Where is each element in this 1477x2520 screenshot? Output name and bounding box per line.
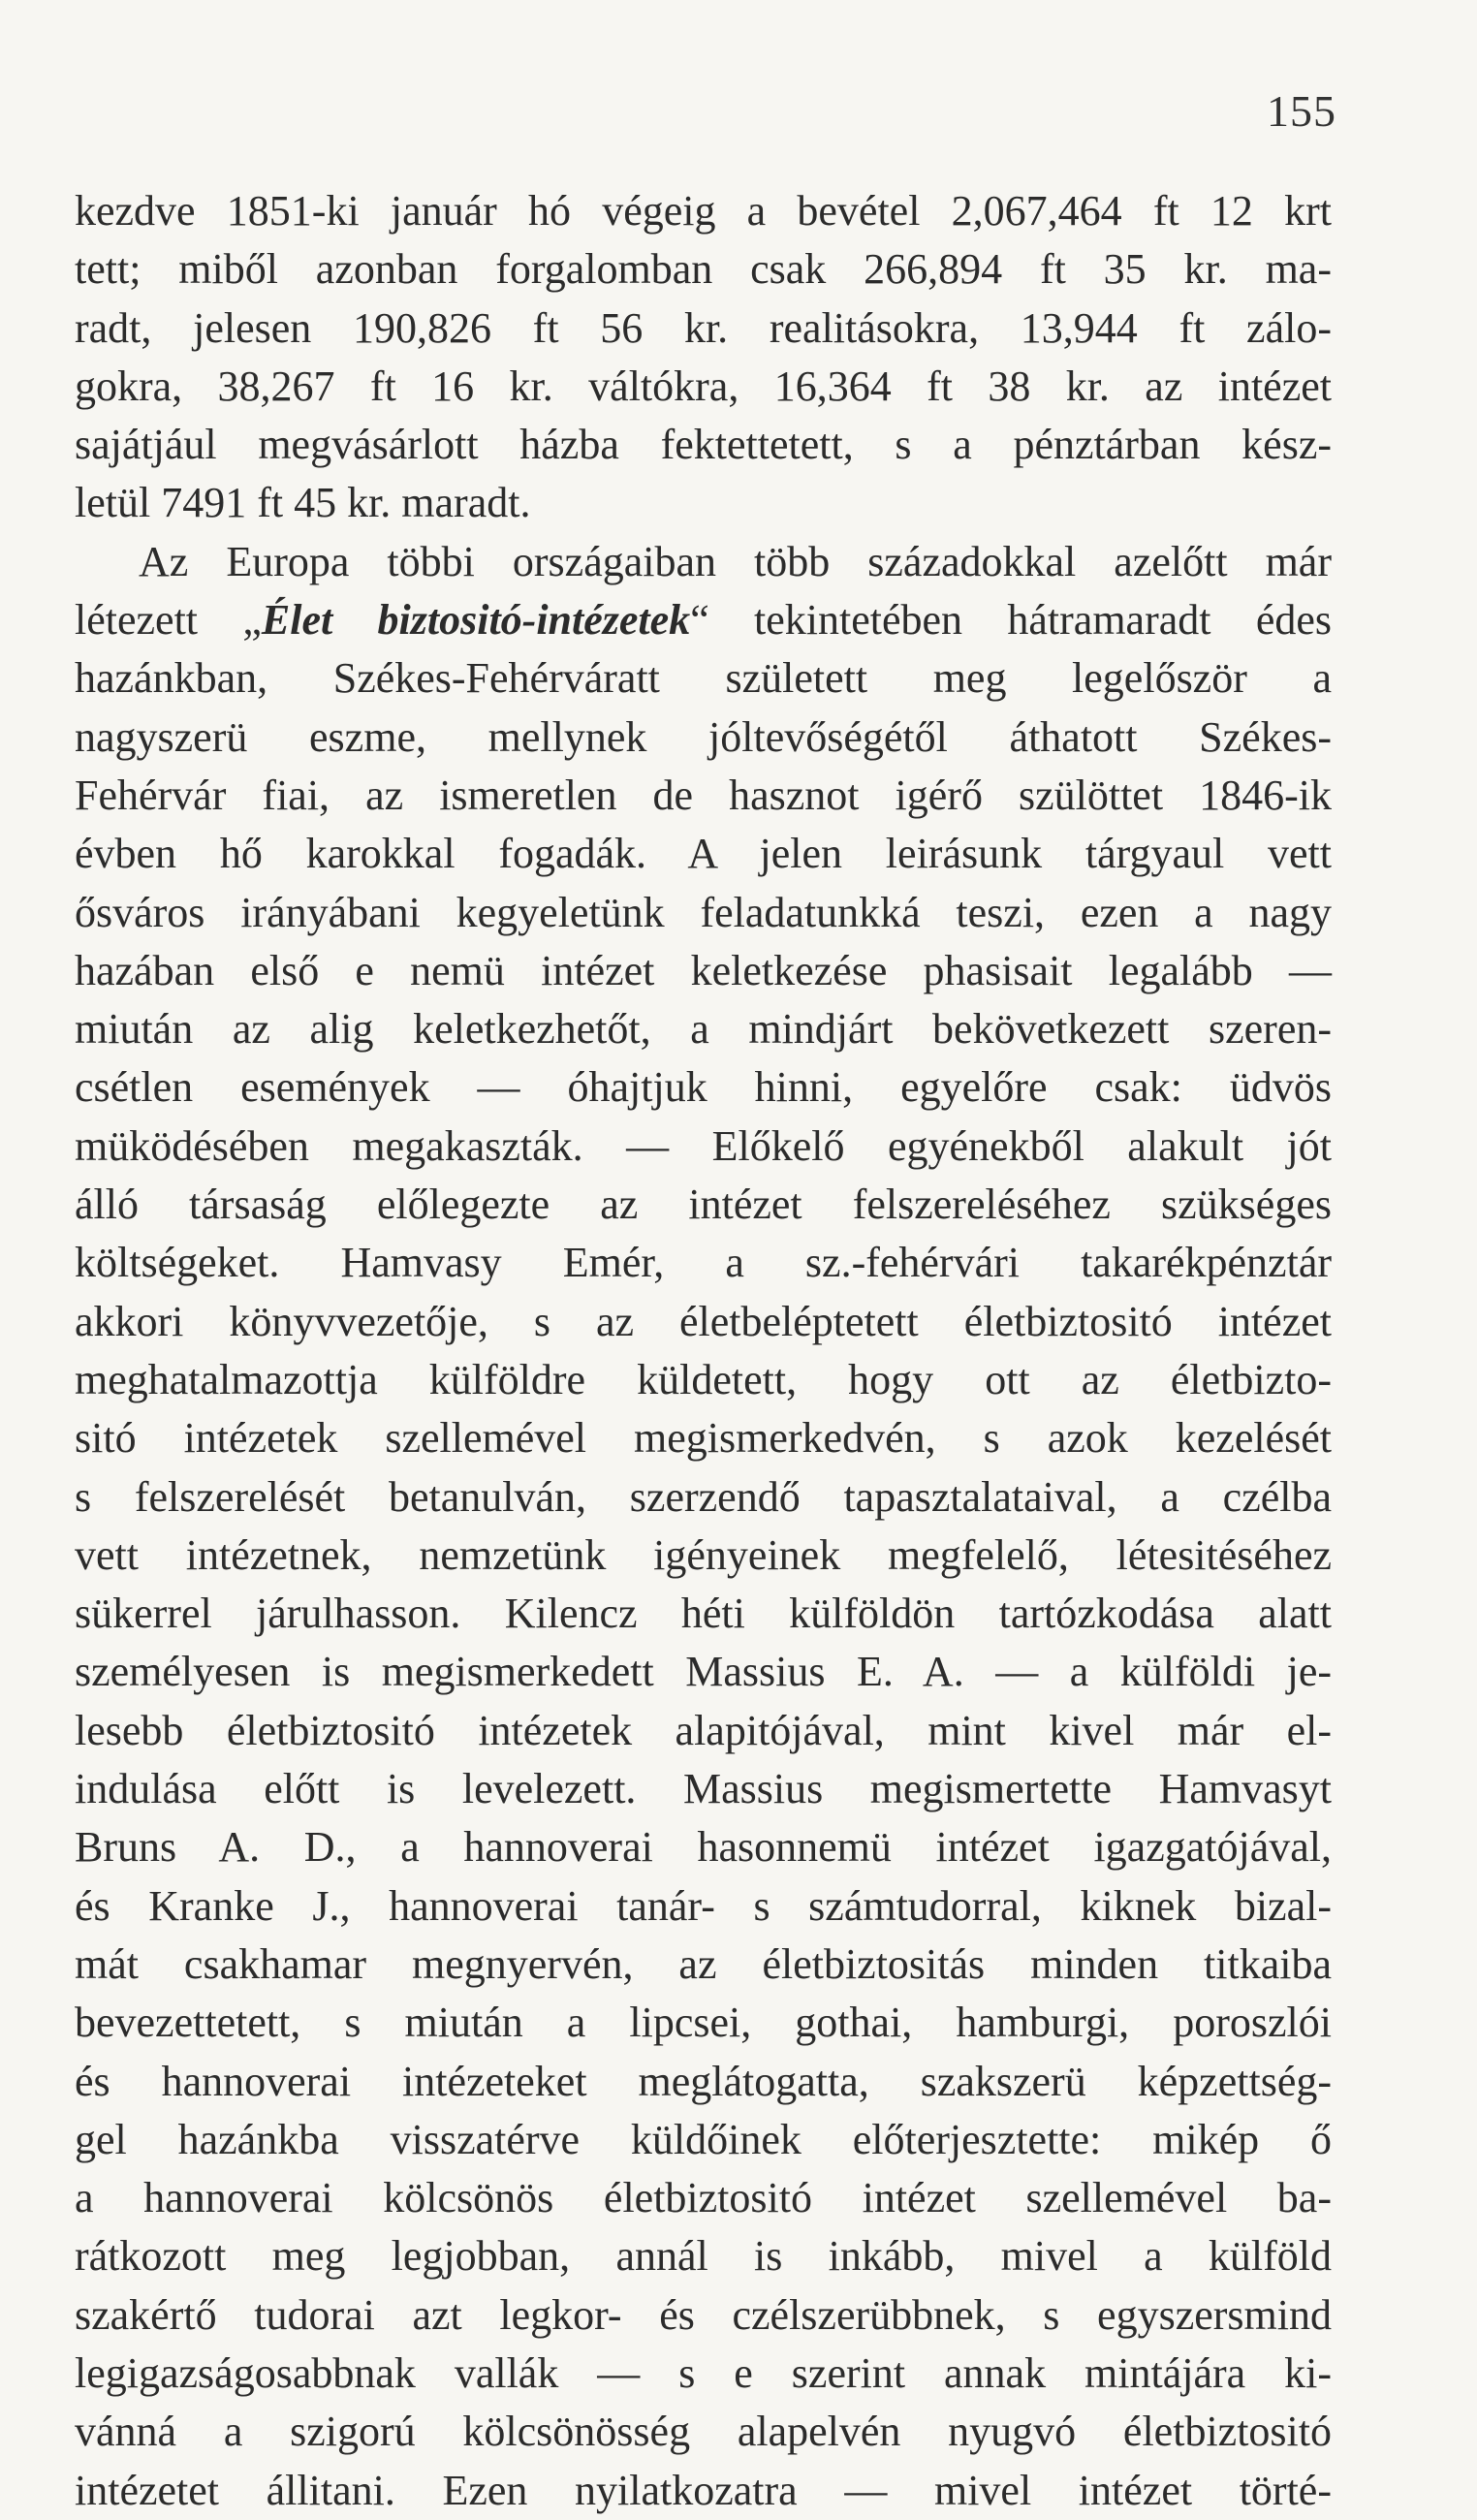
text-line: kezdve 1851-ki január hó végeig a bevétel 2,067,464 ft 12 krt	[75, 187, 1332, 235]
text-line: hazában első e nemü intézet keletkezése phasisait legalább —	[75, 946, 1332, 994]
text-line: álló társaság előlegezte az intézet felszereléséhez szükséges	[75, 1181, 1332, 1229]
text-line: müködésében megakaszták. — Előkelő egyénekből alakult jót	[75, 1121, 1332, 1170]
text-line: mát csakhamar megnyervén, az életbiztositás minden titkaiba	[75, 1939, 1332, 1988]
text-line: évben hő karokkal fogadák. A jelen leirásunk tárgyaul vett	[75, 830, 1332, 878]
text-line: sitó intézetek szellemével megismerkedvén, s azok kezelését	[75, 1414, 1332, 1463]
text-line: nagyszerü eszme, mellynek jóltevőségétől áthatott Székes-	[75, 712, 1332, 761]
text-line: sajátjául megvásárlott házba fektettetett, s a pénztárban kész-	[75, 421, 1332, 469]
text-line: vett intézetnek, nemzetünk igényeinek megfelelő, létesitéséhez	[75, 1530, 1332, 1579]
text-line: intézetet állitani. Ezen nyilatkozatra — mivel intézet törté-	[75, 2466, 1332, 2514]
text-span: létezett „	[75, 596, 262, 645]
text-line: költségeket. Hamvasy Emér, a sz.-fehérvári takarékpénztár	[75, 1239, 1332, 1287]
text-line: Fehérvár fiai, az ismeretlen de hasznot igérő szülöttet 1846-ik	[75, 771, 1332, 819]
text-line: vánná a szigorú kölcsönösség alapelvén nyugvó életbiztositó	[75, 2408, 1332, 2456]
text-line: s felszerelését betanulván, szerzendő tapasztalataival, a czélba	[75, 1472, 1332, 1521]
text-line: lesebb életbiztositó intézetek alapitójával, mint kivel már el-	[75, 1706, 1332, 1754]
text-line: letül 7491 ft 45 kr. maradt.	[75, 479, 531, 527]
text-line: Az Europa többi országaiban több századokkal azelőtt már	[139, 537, 1332, 585]
text-line: személyesen is megismerkedett Massius E. A. — a külföldi je-	[75, 1648, 1332, 1696]
text-span: “ tekintetében hátramaradt édes	[690, 596, 1332, 645]
text-line: indulása előtt is levelezett. Massius megismertette Hamvasyt	[75, 1765, 1332, 1813]
text-line: gokra, 38,267 ft 16 kr. váltókra, 16,364 ft 38 kr. az intézet	[75, 362, 1332, 410]
text-line: akkori könyvvezetője, s az életbeléptetett életbiztositó intézet	[75, 1297, 1332, 1345]
text-line: és hannoverai intézeteket meglátogatta, szakszerü képzettség-	[75, 2057, 1332, 2105]
text-line: rátkozott meg legjobban, annál is inkább, mivel a külföld	[75, 2232, 1332, 2281]
text-line: szakértő tudorai azt legkor- és czélszerübbnek, s egyszersmind	[75, 2290, 1332, 2339]
text-line: meghatalmazottja külföldre küldetett, hogy ott az életbizto-	[75, 1355, 1332, 1403]
text-line: miután az alig keletkezhetőt, a mindjárt bekövetkezett szeren-	[75, 1005, 1332, 1054]
text-line: ősváros irányábani kegyeletünk feladatunkká teszi, ezen a nagy	[75, 888, 1332, 936]
emphasis-term: Élet biztositó-intézetek	[261, 596, 691, 645]
text-line: hazánkban, Székes-Fehérváratt született meg legelőször a	[75, 654, 1332, 703]
text-line: gel hazánkba visszatérve küldőinek előterjesztette: mikép ő	[75, 2115, 1332, 2163]
text-line: legigazságosabbnak vallák — s e szerint annak mintájára ki-	[75, 2348, 1332, 2397]
text-line: tett; miből azonban forgalomban csak 266,894 ft 35 kr. ma-	[75, 245, 1332, 294]
text-line: csétlen események — óhajtjuk hinni, egyelőre csak: üdvös	[75, 1063, 1332, 1112]
text-line: radt, jelesen 190,826 ft 56 kr. realitásokra, 13,944 ft zálo-	[75, 303, 1332, 352]
text-line: és Kranke J., hannoverai tanár- s számtudorral, kiknek bizal-	[75, 1881, 1332, 1930]
text-line: bevezettetett, s miután a lipcsei, gothai, hamburgi, poroszlói	[75, 1999, 1332, 2047]
body-text	[75, 182, 1332, 2520]
text-line: a hannoverai kölcsönös életbiztositó intézet szellemével ba-	[75, 2174, 1332, 2222]
page-number: 155	[1267, 86, 1336, 136]
text-line: sükerrel járulhasson. Kilencz héti külföldön tartózkodása alatt	[75, 1590, 1332, 1638]
text-line-mixed	[75, 591, 1332, 649]
text-line: Bruns A. D., a hannoverai hasonnemü intézet igazgatójával,	[75, 1823, 1332, 1872]
